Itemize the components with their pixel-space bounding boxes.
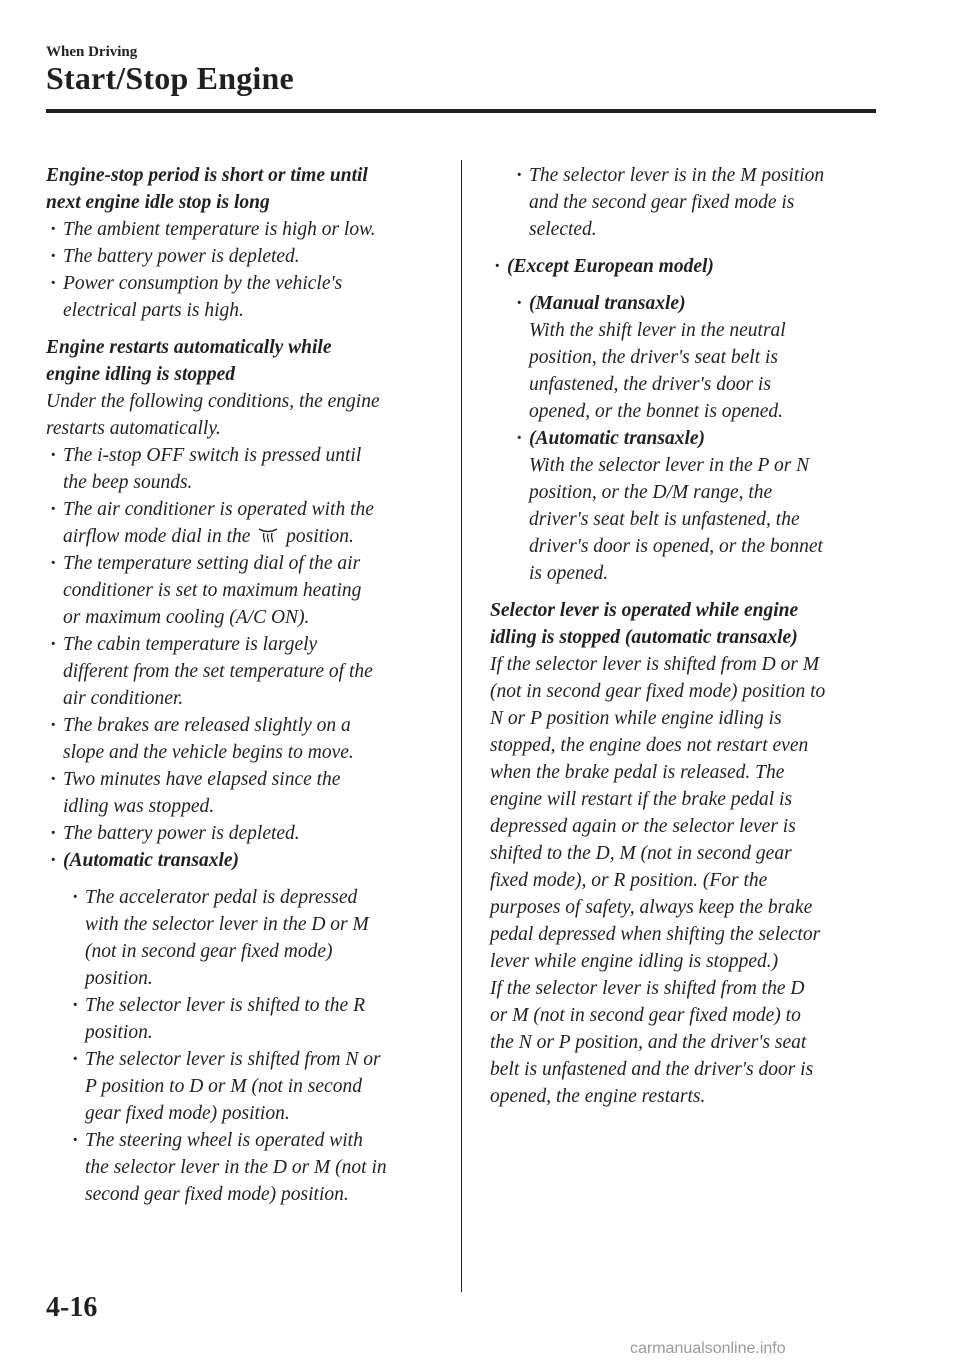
text-line: With the shift lever in the neutral [529, 320, 786, 341]
text-line: restarts automatically. [46, 418, 221, 439]
left-column [46, 162, 446, 1208]
list-item [46, 550, 446, 631]
text-line: opened, or the bonnet is opened. [529, 401, 783, 422]
list-item [46, 766, 446, 820]
defroster-icon [257, 527, 279, 543]
text-line: or maximum cooling (A/C ON). [63, 607, 310, 628]
list-item [46, 820, 446, 847]
text-line: opened, the engine restarts. [490, 1086, 706, 1107]
text-line: The steering wheel is operated with [85, 1130, 363, 1151]
text-line: N or P position while engine idling is [490, 708, 782, 729]
text-line: unfastened, the driver's door is [529, 374, 771, 395]
text-line: next engine idle stop is long [46, 192, 270, 213]
list-item [46, 631, 446, 712]
text-line: driver's seat belt is unfastened, the [529, 509, 800, 530]
text-line: idling is stopped (automatic transaxle) [490, 627, 798, 648]
manual-transaxle-text [490, 317, 880, 425]
text-line: (not in second gear fixed mode) position to [490, 681, 826, 702]
page-number: 4-16 [46, 1292, 98, 1323]
text-line: P position to D or M (not in second [85, 1076, 362, 1097]
text-line: pedal depressed when shifting the selector [490, 924, 821, 945]
page-title: Start/Stop Engine [46, 60, 294, 96]
text-line: Engine restarts automatically while [46, 337, 332, 358]
text-line: Selector lever is operated while engine [490, 600, 799, 621]
text-line: second gear fixed mode) position. [85, 1184, 349, 1205]
text-line: and the second gear fixed mode is [529, 192, 795, 213]
text-line: Under the following conditions, the engine [46, 391, 380, 412]
text-line: The selector lever is shifted from N or [85, 1049, 381, 1070]
list-item [46, 243, 446, 270]
text-line: position, or the D/M range, the [529, 482, 773, 503]
right-column [490, 162, 880, 1110]
text-line: depressed again or the selector lever is [490, 816, 796, 837]
list-item [46, 270, 446, 324]
text-line: engine will restart if the brake pedal is [490, 789, 793, 810]
text-line: selected. [529, 219, 597, 240]
text-line: the beep sounds. [63, 472, 193, 493]
text-line: position. [85, 1022, 153, 1043]
text-line: If the selector lever is shifted from the D [490, 978, 805, 999]
sublist-automatic-continued [490, 162, 880, 243]
heading-engine-stop-period [46, 162, 446, 216]
text-line: belt is unfastened and the driver's door is [490, 1059, 814, 1080]
text-line: different from the set temperature of the [63, 661, 373, 682]
text-line: is opened. [529, 563, 609, 584]
text-line: The brakes are released slightly on a [63, 715, 351, 736]
list-item [490, 162, 880, 243]
text-line: The ambient temperature is high or low. [63, 219, 376, 240]
text-line: The cabin temperature is largely [63, 634, 318, 655]
text-line: purposes of safety, always keep the brake [490, 897, 813, 918]
text-line: (not in second gear fixed mode) [85, 941, 333, 962]
text-line: the selector lever in the D or M (not in [85, 1157, 387, 1178]
text-line: with the selector lever in the D or M [85, 914, 369, 935]
text-line: driver's door is opened, or the bonnet [529, 536, 823, 557]
automatic-transaxle-label: · (Automatic transaxle) [46, 847, 446, 874]
text-line: or M (not in second gear fixed mode) to [490, 1005, 801, 1026]
paragraph-selector-lever [490, 651, 880, 1110]
list-item [46, 884, 446, 992]
list-restart-conditions-b [46, 550, 446, 847]
heading-engine-restarts [46, 334, 446, 388]
list-item-airflow [46, 496, 446, 550]
list-item [46, 712, 446, 766]
list-item [46, 1046, 446, 1127]
title-rule [46, 109, 876, 113]
text-line: the N or P position, and the driver's seat [490, 1032, 807, 1053]
heading-selector-lever [490, 597, 880, 651]
list-item [46, 216, 446, 243]
airflow-line2-after: position. [286, 526, 354, 547]
list-engine-stop-period [46, 216, 446, 324]
text-line: If the selector lever is shifted from D or M [490, 654, 820, 675]
text-line: air conditioner. [63, 688, 184, 709]
column-divider [461, 160, 462, 1292]
text-line: electrical parts is high. [63, 300, 244, 321]
text-line: fixed mode), or R position. (For the [490, 870, 768, 891]
text-line: gear fixed mode) position. [85, 1103, 290, 1124]
text-line: shifted to the D, M (not in second gear [490, 843, 792, 864]
text-line: engine idling is stopped [46, 364, 236, 385]
manual-transaxle-label: · (Manual transaxle) [490, 290, 880, 317]
automatic-transaxle-label-2: · (Automatic transaxle) [490, 425, 880, 452]
text-line: conditioner is set to maximum heating [63, 580, 362, 601]
sublist-automatic-transaxle [46, 884, 446, 1208]
text-line: The temperature setting dial of the air [63, 553, 361, 574]
text-line: The i-stop OFF switch is pressed until [63, 445, 362, 466]
list-item [46, 1127, 446, 1208]
airflow-line2-before: airflow mode dial in the [63, 526, 251, 547]
text-line: The selector lever is shifted to the R [85, 995, 365, 1016]
text-line: when the brake pedal is released. The [490, 762, 785, 783]
text-line: With the selector lever in the P or N [529, 455, 810, 476]
text-line: The battery power is depleted. [63, 823, 300, 844]
text-line: The accelerator pedal is depressed [85, 887, 358, 908]
text-line: position. [85, 968, 153, 989]
text-line: stopped, the engine does not restart even [490, 735, 809, 756]
except-european-label: · (Except European model) [490, 253, 880, 280]
automatic-transaxle-text [490, 452, 880, 587]
text-line: The battery power is depleted. [63, 246, 300, 267]
text-line: position, the driver's seat belt is [529, 347, 778, 368]
watermark: carmanualsonline.info [630, 1340, 786, 1357]
text-line: idling was stopped. [63, 796, 215, 817]
text-line: Power consumption by the vehicle's [63, 273, 343, 294]
section-label: When Driving [46, 44, 138, 60]
text-line: The selector lever is in the M position [529, 165, 825, 186]
list-restart-conditions-a [46, 442, 446, 496]
text-line: Two minutes have elapsed since the [63, 769, 341, 790]
list-item [46, 992, 446, 1046]
list-item [46, 442, 446, 496]
intro-engine-restarts [46, 388, 446, 442]
text-line: slope and the vehicle begins to move. [63, 742, 354, 763]
text-line: lever while engine idling is stopped.) [490, 951, 779, 972]
text-line: Engine-stop period is short or time until [46, 165, 368, 186]
airflow-line1: The air conditioner is operated with the [63, 499, 374, 520]
